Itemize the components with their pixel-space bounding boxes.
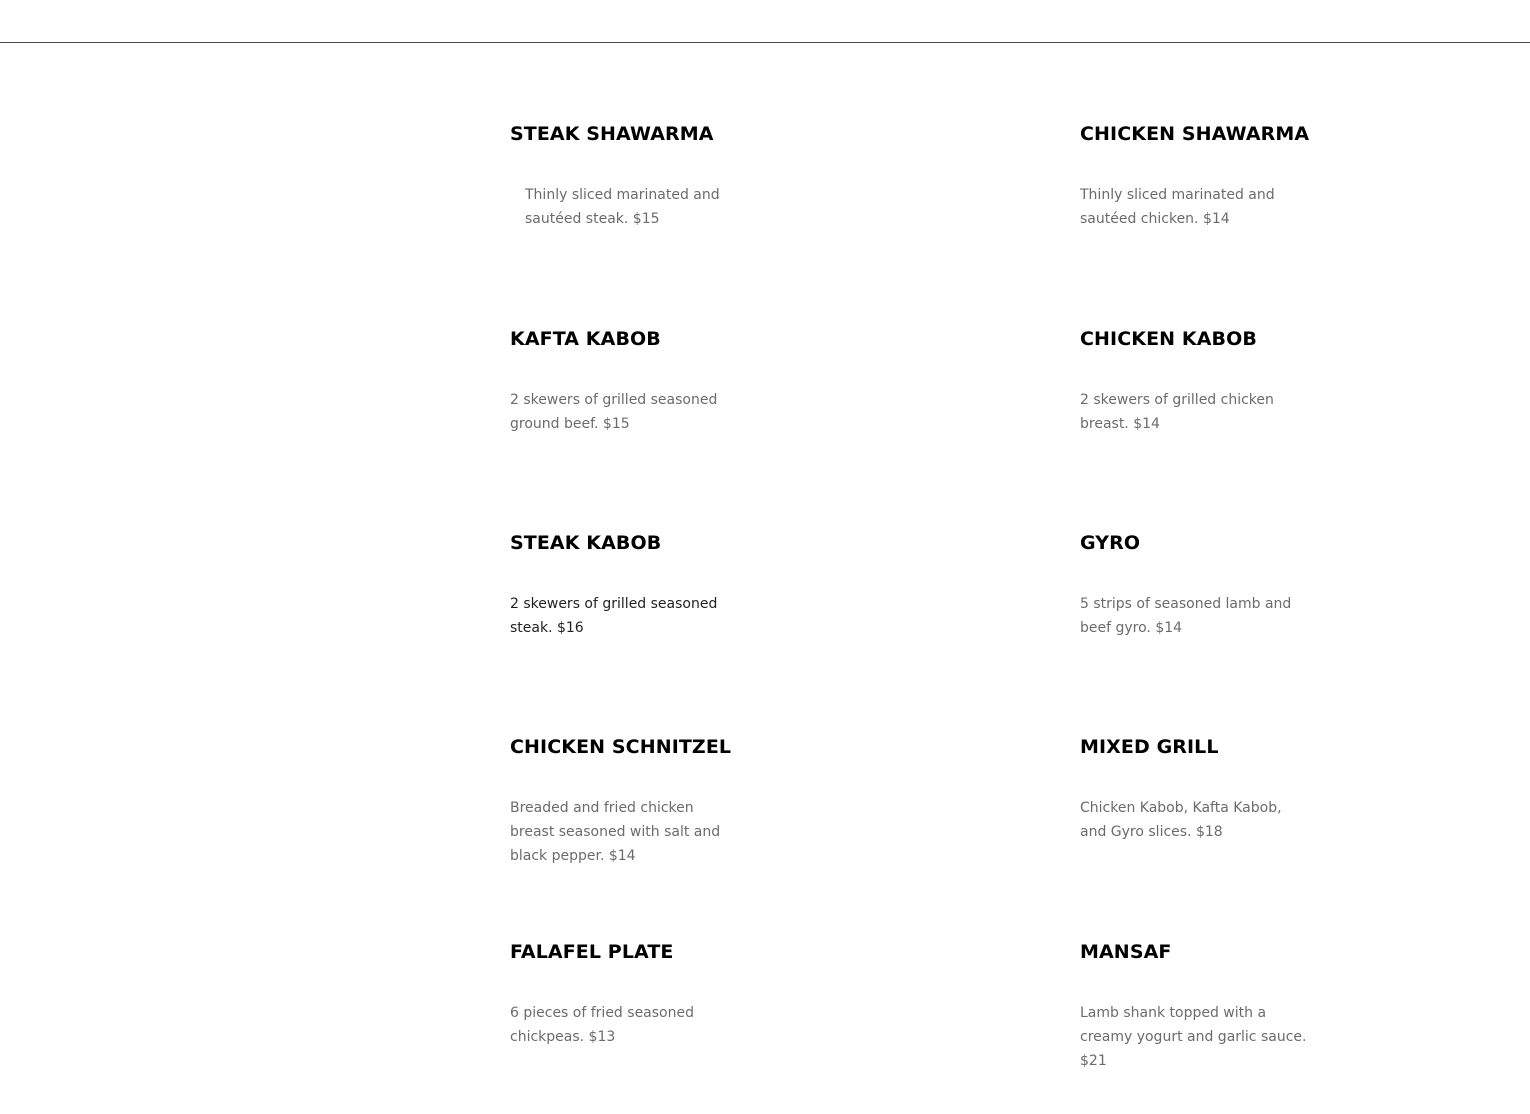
menu-item-description: Lamb shank topped with a creamy yogurt and garlic sauce. $21 — [1080, 1005, 1307, 1069]
menu-item-description: 6 pieces of fried seasoned chickpeas. $13 — [510, 1005, 694, 1045]
menu-item-mixed-grill — [1080, 734, 1320, 840]
menu-item-gyro — [1080, 530, 1320, 636]
menu-item-description: 5 strips of seasoned lamb and beef gyro. $14 — [1080, 596, 1292, 636]
menu-item-description: Chicken Kabob, Kafta Kabob, and Gyro slices. $18 — [1080, 800, 1282, 840]
top-header-bar — [0, 0, 1530, 43]
menu-item-chicken-schnitzel — [510, 734, 750, 864]
menu-item-title: STEAK KABOB — [510, 532, 662, 554]
menu-item-title: MANSAF — [1080, 941, 1172, 963]
menu-item-title: STEAK SHAWARMA — [510, 123, 714, 145]
menu-item-description: 2 skewers of grilled seasoned steak. $16 — [510, 596, 718, 636]
menu-item-title: MIXED GRILL — [1080, 736, 1219, 758]
menu-item-falafel-plate — [510, 939, 750, 1045]
menu-item-steak-shawarma — [510, 121, 750, 227]
menu-item-title: FALAFEL PLATE — [510, 941, 674, 963]
menu-item-description: Thinly sliced marinated and sautéed chicken. $14 — [1080, 187, 1275, 227]
menu-item-steak-kabob — [510, 530, 750, 636]
menu-item-description: Thinly sliced marinated and sautéed steak. $15 — [525, 187, 720, 227]
menu-item-mansaf — [1080, 939, 1320, 1069]
menu-item-title: CHICKEN KABOB — [1080, 328, 1257, 350]
menu-item-chicken-kabob — [1080, 326, 1320, 432]
menu-item-title: CHICKEN SHAWARMA — [1080, 123, 1310, 145]
menu-item-description: Breaded and fried chicken breast seasoned with salt and black pepper. $14 — [510, 800, 721, 864]
menu-item-description: 2 skewers of grilled chicken breast. $14 — [1080, 392, 1274, 432]
menu-item-title: CHICKEN SCHNITZEL — [510, 736, 732, 758]
menu-item-title: KAFTA KABOB — [510, 328, 661, 350]
menu-item-title: GYRO — [1080, 532, 1141, 554]
menu-item-chicken-shawarma — [1080, 121, 1320, 227]
menu-item-description: 2 skewers of grilled seasoned ground beef. $15 — [510, 392, 718, 432]
menu-item-kafta-kabob — [510, 326, 750, 432]
